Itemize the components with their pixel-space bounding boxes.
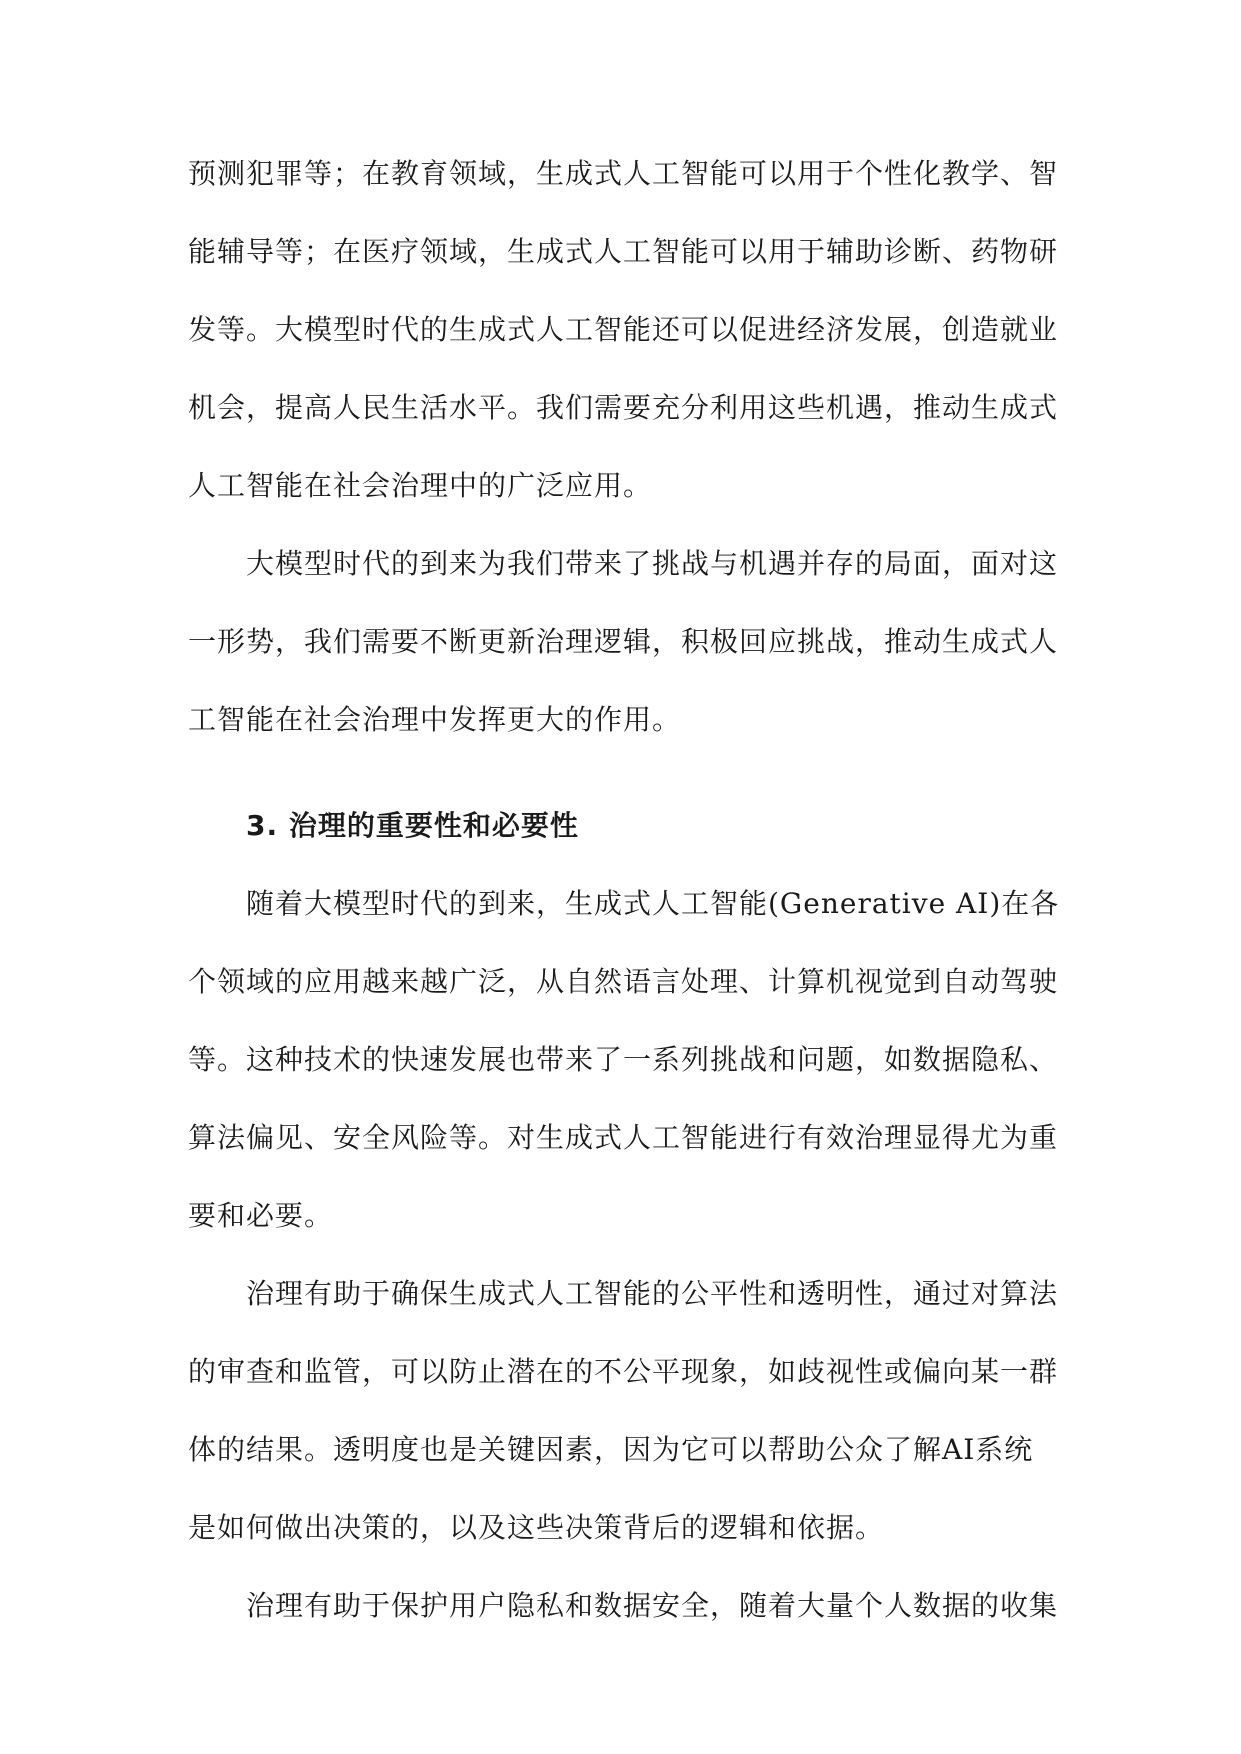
paragraph-line: 机会，提高人民生活水平。我们需要充分利用这些机遇，推动生成式 (188, 391, 1059, 424)
paragraph-line: 治理有助于确保生成式人工智能的公平性和透明性，通过对算法 (246, 1277, 1059, 1310)
section-heading: 3. 治理的重要性和必要性 (246, 809, 579, 842)
paragraph-line: 个领域的应用越来越广泛，从自然语言处理、计算机视觉到自动驾驶 (188, 965, 1059, 998)
document-body (188, 140, 1058, 1650)
paragraph-line: 体的结果。透明度也是关键因素，因为它可以帮助公众了解AI系统 (188, 1433, 1034, 1466)
paragraph-line: 要和必要。 (188, 1199, 334, 1232)
paragraph-line: 的审查和监管，可以防止潜在的不公平现象，如歧视性或偏向某一群 (188, 1355, 1059, 1388)
paragraph-line: 能辅导等；在医疗领域，生成式人工智能可以用于辅助诊断、药物研 (188, 235, 1059, 268)
paragraph-line: 人工智能在社会治理中的广泛应用。 (188, 469, 653, 502)
paragraph-line: 预测犯罪等；在教育领域，生成式人工智能可以用于个性化教学、智 (188, 157, 1059, 190)
paragraph-line: 发等。大模型时代的生成式人工智能还可以促进经济发展，创造就业 (188, 313, 1059, 346)
paragraph-line: 一形势，我们需要不断更新治理逻辑，积极回应挑战，推动生成式人 (188, 625, 1059, 658)
section-spacer (188, 764, 1058, 792)
paragraph-line: 随着大模型时代的到来，生成式人工智能(Generative AI)在各 (246, 887, 1060, 920)
paragraph-line: 等。这种技术的快速发展也带来了一系列挑战和问题，如数据隐私、 (188, 1043, 1059, 1076)
paragraph-line: 是如何做出决策的，以及这些决策背后的逻辑和依据。 (188, 1511, 885, 1544)
paragraph-line: 工智能在社会治理中发挥更大的作用。 (188, 703, 682, 736)
paragraph-line: 算法偏见、安全风险等。对生成式人工智能进行有效治理显得尤为重 (188, 1121, 1059, 1154)
paragraph-line: 大模型时代的到来为我们带来了挑战与机遇并存的局面，面对这 (246, 547, 1059, 580)
paragraph-line: 治理有助于保护用户隐私和数据安全，随着大量个人数据的收集 (246, 1589, 1059, 1622)
